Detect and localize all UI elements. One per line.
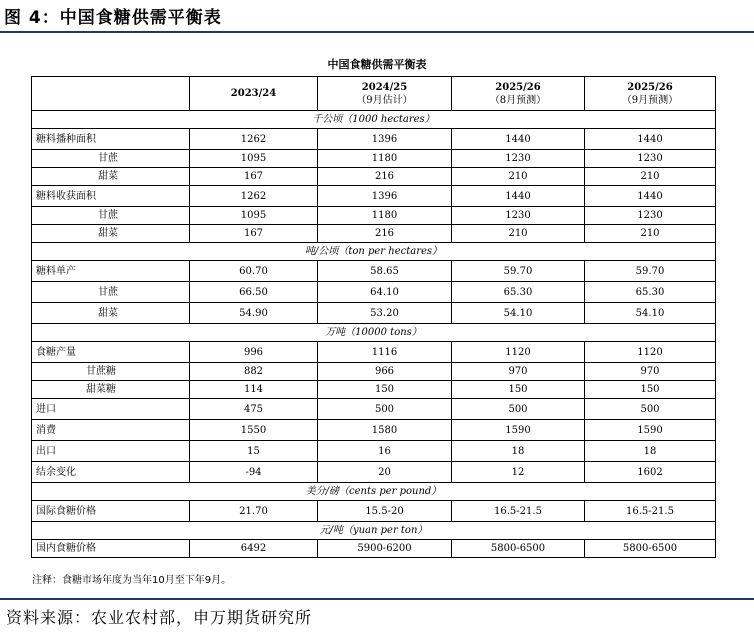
table-row bbox=[32, 501, 716, 522]
table-cell: 114 bbox=[190, 381, 318, 399]
table-cell: 15.5-20 bbox=[318, 501, 452, 522]
header-blank bbox=[32, 77, 190, 111]
unit-row: 万吨（10000 tons） bbox=[32, 324, 716, 342]
table-cell: 1230 bbox=[452, 207, 585, 225]
figure-header bbox=[0, 0, 754, 33]
table-cell: 500 bbox=[318, 399, 452, 420]
table-note: 注释：食糖市场年度为当年10月至下年9月。 bbox=[32, 575, 232, 586]
table-row bbox=[32, 261, 716, 282]
row-label: 甘蔗 bbox=[32, 282, 190, 303]
table-cell: 167 bbox=[190, 225, 318, 243]
table-cell: 59.70 bbox=[452, 261, 585, 282]
table-cell: 216 bbox=[318, 225, 452, 243]
source-text: 资料来源：农业农村部，申万期货研究所 bbox=[6, 608, 313, 627]
table-row bbox=[32, 129, 716, 150]
row-label: 消费 bbox=[32, 420, 190, 441]
column-header: 2023/24 bbox=[190, 77, 318, 111]
row-label: 甘蔗 bbox=[32, 150, 190, 168]
table-title: 中国食糖供需平衡表 bbox=[327, 58, 427, 71]
row-label: 糖料收获面积 bbox=[32, 186, 190, 207]
table-cell: 1230 bbox=[585, 150, 716, 168]
table-cell: 210 bbox=[585, 225, 716, 243]
table-row bbox=[32, 186, 716, 207]
table-cell: 65.30 bbox=[585, 282, 716, 303]
table-cell: 53.20 bbox=[318, 303, 452, 324]
table-cell: 996 bbox=[190, 342, 318, 363]
table-cell: 1590 bbox=[585, 420, 716, 441]
table-cell: 18 bbox=[585, 441, 716, 462]
column-header: 2025/26 （8月预测） bbox=[452, 77, 585, 111]
table-cell: 6492 bbox=[190, 540, 318, 558]
table-cell: 150 bbox=[585, 381, 716, 399]
unit-row: 元/吨（yuan per ton） bbox=[32, 522, 716, 540]
unit-row: 美分/磅（cents per pound） bbox=[32, 483, 716, 501]
table-cell: 1440 bbox=[585, 129, 716, 150]
row-label: 甘蔗 bbox=[32, 207, 190, 225]
table-cell: 15 bbox=[190, 441, 318, 462]
table-row bbox=[32, 441, 716, 462]
table-cell: 210 bbox=[452, 225, 585, 243]
table-cell: 1580 bbox=[318, 420, 452, 441]
table-cell: 5800-6500 bbox=[585, 540, 716, 558]
table-row bbox=[32, 168, 716, 186]
row-label: 糖料播种面积 bbox=[32, 129, 190, 150]
column-header: 2025/26 （9月预测） bbox=[585, 77, 716, 111]
table-cell: -94 bbox=[190, 462, 318, 483]
table-cell: 58.65 bbox=[318, 261, 452, 282]
source-bar bbox=[0, 598, 754, 632]
table-row bbox=[32, 282, 716, 303]
row-label: 甜菜 bbox=[32, 303, 190, 324]
table-row bbox=[32, 420, 716, 441]
table-row bbox=[32, 303, 716, 324]
table-cell: 66.50 bbox=[190, 282, 318, 303]
unit-row: 千公顷（1000 hectares） bbox=[32, 111, 716, 129]
table-row bbox=[32, 462, 716, 483]
table-row bbox=[32, 150, 716, 168]
unit-row: 吨/公顷（ton per hectares） bbox=[32, 243, 716, 261]
table-cell: 1262 bbox=[190, 129, 318, 150]
table-cell: 1440 bbox=[585, 186, 716, 207]
table-cell: 5800-6500 bbox=[452, 540, 585, 558]
table-cell: 1550 bbox=[190, 420, 318, 441]
table-cell: 1230 bbox=[585, 207, 716, 225]
row-label: 国内食糖价格 bbox=[32, 540, 190, 558]
table-cell: 1262 bbox=[190, 186, 318, 207]
table-cell: 210 bbox=[452, 168, 585, 186]
column-header: 2024/25 （9月估计） bbox=[318, 77, 452, 111]
table-cell: 1590 bbox=[452, 420, 585, 441]
table-cell: 1116 bbox=[318, 342, 452, 363]
table-row bbox=[32, 342, 716, 363]
table-cell: 1602 bbox=[585, 462, 716, 483]
table-cell: 21.70 bbox=[190, 501, 318, 522]
table-cell: 167 bbox=[190, 168, 318, 186]
row-label: 出口 bbox=[32, 441, 190, 462]
table-cell: 500 bbox=[452, 399, 585, 420]
table-cell: 64.10 bbox=[318, 282, 452, 303]
table-cell: 475 bbox=[190, 399, 318, 420]
table-cell: 882 bbox=[190, 363, 318, 381]
table-cell: 1120 bbox=[452, 342, 585, 363]
table-cell: 970 bbox=[585, 363, 716, 381]
table-row bbox=[32, 399, 716, 420]
table-cell: 1230 bbox=[452, 150, 585, 168]
table-cell: 12 bbox=[452, 462, 585, 483]
table-cell: 500 bbox=[585, 399, 716, 420]
table-cell: 1120 bbox=[585, 342, 716, 363]
table-cell: 1180 bbox=[318, 207, 452, 225]
row-label: 甜菜 bbox=[32, 225, 190, 243]
table-cell: 150 bbox=[318, 381, 452, 399]
table-cell: 216 bbox=[318, 168, 452, 186]
table-cell: 16.5-21.5 bbox=[452, 501, 585, 522]
table-cell: 60.70 bbox=[190, 261, 318, 282]
row-label: 结余变化 bbox=[32, 462, 190, 483]
row-label: 甜菜 bbox=[32, 168, 190, 186]
table-row bbox=[32, 225, 716, 243]
table-cell: 1095 bbox=[190, 150, 318, 168]
row-label: 甜菜糖 bbox=[32, 381, 190, 399]
table-cell: 210 bbox=[585, 168, 716, 186]
table-row bbox=[32, 207, 716, 225]
table-row bbox=[32, 540, 716, 558]
table-row bbox=[32, 381, 716, 399]
table-cell: 65.30 bbox=[452, 282, 585, 303]
row-label: 食糖产量 bbox=[32, 342, 190, 363]
table-cell: 59.70 bbox=[585, 261, 716, 282]
table-cell: 18 bbox=[452, 441, 585, 462]
table-cell: 1095 bbox=[190, 207, 318, 225]
table-cell: 1180 bbox=[318, 150, 452, 168]
row-label: 进口 bbox=[32, 399, 190, 420]
row-label: 国际食糖价格 bbox=[32, 501, 190, 522]
row-label: 甘蔗糖 bbox=[32, 363, 190, 381]
table-row bbox=[32, 363, 716, 381]
table-cell: 1396 bbox=[318, 129, 452, 150]
table-cell: 54.10 bbox=[585, 303, 716, 324]
table-cell: 16 bbox=[318, 441, 452, 462]
header-row bbox=[32, 77, 716, 111]
table-cell: 966 bbox=[318, 363, 452, 381]
table-cell: 1440 bbox=[452, 186, 585, 207]
figure-title: 图 4：中国食糖供需平衡表 bbox=[4, 8, 222, 28]
table-cell: 20 bbox=[318, 462, 452, 483]
table-cell: 150 bbox=[452, 381, 585, 399]
table-cell: 16.5-21.5 bbox=[585, 501, 716, 522]
row-label: 糖料单产 bbox=[32, 261, 190, 282]
table-cell: 5900-6200 bbox=[318, 540, 452, 558]
table-cell: 1440 bbox=[452, 129, 585, 150]
table-cell: 54.90 bbox=[190, 303, 318, 324]
table-cell: 54.10 bbox=[452, 303, 585, 324]
table-cell: 970 bbox=[452, 363, 585, 381]
supply-demand-table bbox=[31, 76, 716, 558]
table-cell: 1396 bbox=[318, 186, 452, 207]
